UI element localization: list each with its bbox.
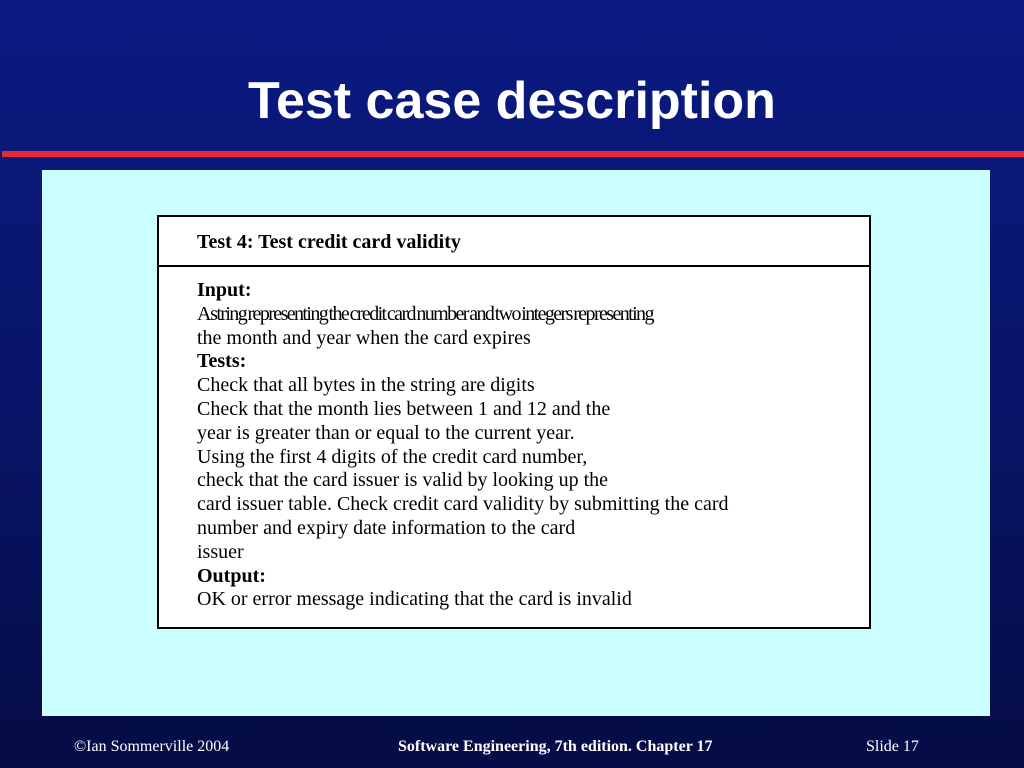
test-case-body bbox=[159, 267, 869, 612]
input-line: A string representing the credit card number and two integers representing bbox=[197, 302, 653, 325]
tests-line: year is greater than or equal to the current year. bbox=[197, 421, 575, 444]
tests-line: card issuer table. Check credit card validity by submitting the card bbox=[197, 493, 729, 516]
tests-line: number and expiry date information to the card bbox=[197, 516, 576, 539]
test-case-heading: Test 4: Test credit card validity bbox=[159, 217, 869, 267]
tests-line: Check that all bytes in the string are digits bbox=[197, 374, 535, 397]
footer-copyright: ©Ian Sommerville 2004 bbox=[74, 738, 230, 755]
footer-slide-number: Slide 17 bbox=[866, 738, 919, 755]
output-line: OK or error message indicating that the card is invalid bbox=[197, 588, 632, 611]
input-label: Input: bbox=[197, 279, 252, 301]
footer-book-title: Software Engineering, 7th edition. Chapter 17 bbox=[398, 738, 713, 755]
input-line: the month and year when the card expires bbox=[197, 326, 531, 349]
tests-line: check that the card issuer is valid by looking up the bbox=[197, 469, 609, 492]
title-divider bbox=[2, 151, 1024, 157]
tests-line: Check that the month lies between 1 and 12 and the bbox=[197, 397, 611, 420]
tests-line: Using the first 4 digits of the credit card number, bbox=[197, 445, 588, 468]
tests-label: Tests: bbox=[197, 350, 247, 373]
slide-title: Test case description bbox=[248, 72, 776, 130]
test-case-box bbox=[157, 215, 871, 629]
tests-line: issuer bbox=[197, 540, 244, 563]
output-label: Output: bbox=[197, 564, 266, 587]
